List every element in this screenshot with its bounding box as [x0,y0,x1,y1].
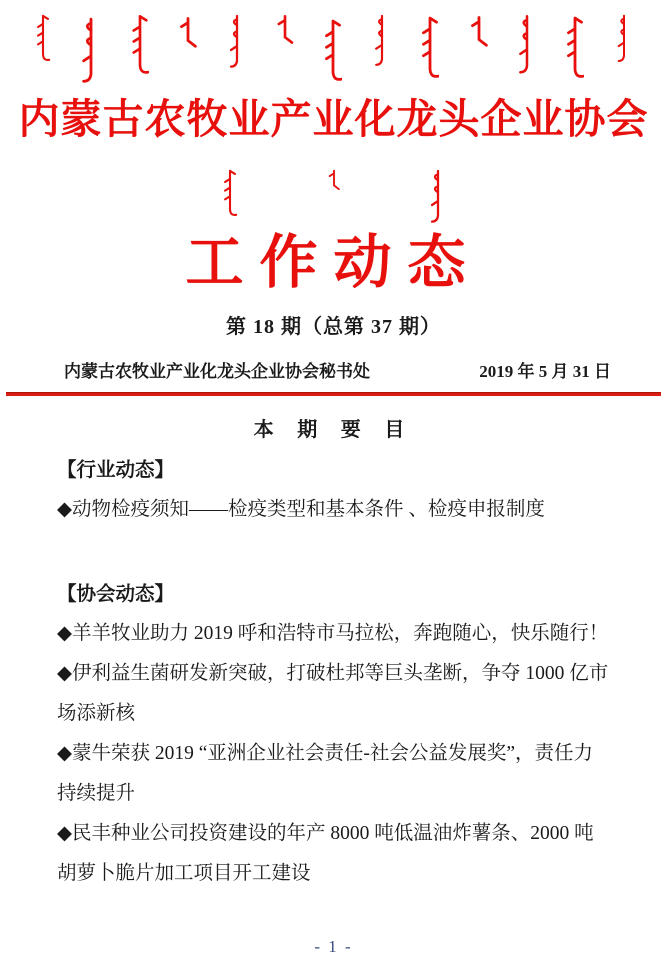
toc-item: ◆动物检疫须知——检疫类型和基本条件 、检疫申报制度 [57,499,545,521]
mongolian-glyph-icon [373,14,391,68]
mongolian-glyph-icon [34,14,52,66]
newsletter-page [0,14,667,963]
publication-info-row [64,357,611,382]
issue-date: 2019 年 5 月 31 日 [479,362,611,382]
page-number: - 1 - [314,937,353,956]
newsletter-title: 工作动态 [185,230,482,296]
mongolian-glyph-icon [615,14,633,64]
mongolian-glyph-icon [222,169,238,221]
mongolian-glyph-icon [421,14,439,86]
org-name-title: 内蒙古农牧业产业化龙头企业协会 [18,96,649,142]
publisher-name: 内蒙古农牧业产业化龙头企业协会秘书处 [64,362,370,382]
mongolian-glyph-icon [276,14,294,48]
mongolian-glyph-icon [324,14,342,92]
mongolian-glyph-icon [228,14,246,70]
mongolian-script-banner [34,14,633,94]
mongolian-glyph-icon [470,14,488,52]
toc-item: ◆民丰种业公司投资建设的年产 8000 吨低温油炸薯条、2000 吨胡萝卜脆片加工项目开工建设 [57,823,594,885]
section-heading-association: 【协会动态】 [57,583,175,606]
mongolian-glyph-icon [82,14,100,88]
toc-item: ◆蒙牛荣获 2019 “亚洲企业社会责任-社会公益发展奖”，责任力持续提升 [57,743,594,805]
mongolian-script-subtitle [0,169,667,227]
mongolian-glyph-icon [131,14,149,80]
mongolian-glyph-icon [179,14,197,54]
mongolian-glyph-icon [518,14,536,76]
issue-number: 第 18 期（总第 37 期） [226,316,441,339]
toc-item: ◆伊利益生菌研发新突破，打破杜邦等巨头垄断，争夺 1000 亿市场添新核 [57,663,609,725]
mongolian-glyph-icon [326,169,342,193]
mongolian-glyph-icon [430,169,446,225]
red-divider-line [6,392,661,396]
mongolian-glyph-icon [566,14,584,86]
toc-heading: 本 期 要 目 [253,419,414,442]
table-of-contents [57,410,610,894]
toc-item: ◆羊羊牧业助力 2019 呼和浩特市马拉松，奔跑随心，快乐随行！ [57,623,609,645]
section-heading-industry: 【行业动态】 [57,459,175,482]
